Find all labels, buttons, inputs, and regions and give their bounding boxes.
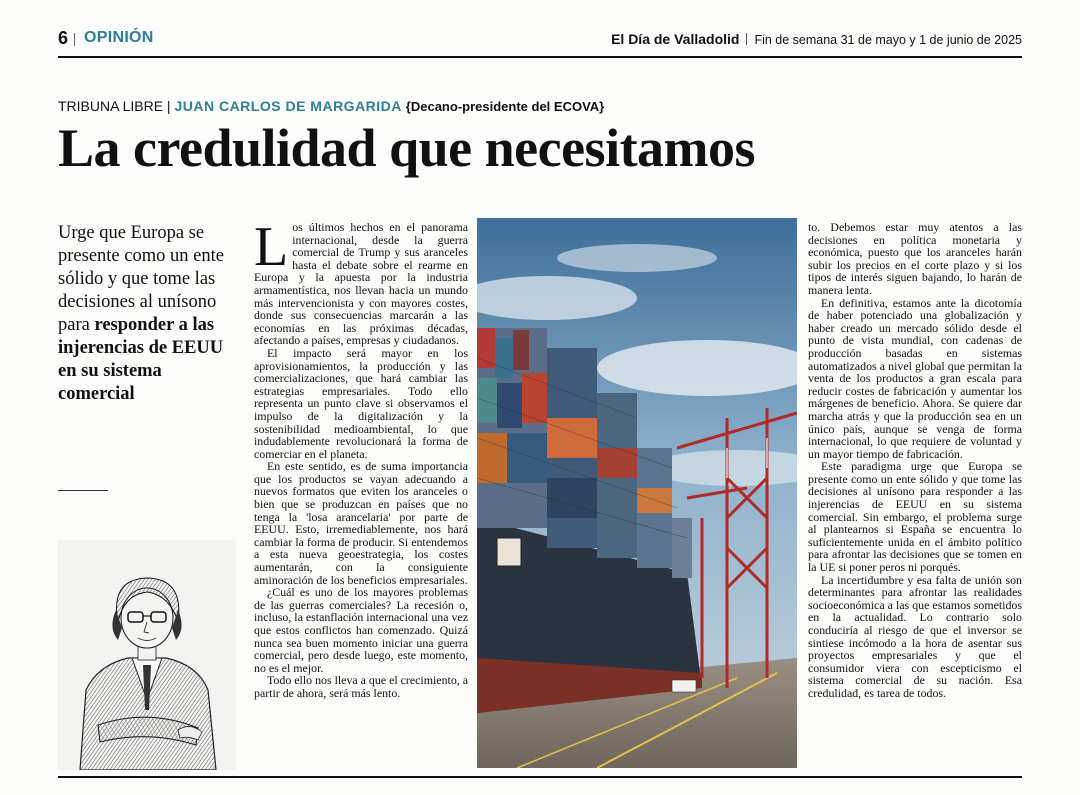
body-paragraph-2: El impacto será mayor en los aprovisionamientos, la producción y las comercializaciones, que hará cambiar las estrategias empresariales. Todo ello representa un punto clave si observamos el impulso de la digitalización y la sostenibilidad medioambiental, lo que indudablemente revolucionará la forma de comerciar en el planeta. [254, 345, 468, 461]
header-divider [74, 33, 75, 46]
body-paragraph-9: La incertidumbre y esa falta de unión son determinantes para afrontar las realidades socioeconómica a las que estamos sometidos en la actualidad. Lo contrario solo conduciría al riesgo de que el inversor se sintiese incómodo a la hora de asentar sus proyectos empresariales y que el consumidor viera con escepticismo el sistema comercial de su nación. Esa credulidad, es tarea de todos. [808, 572, 1022, 700]
body-paragraph-4: ¿Cuál es uno de los mayores problemas de las guerras comerciales? La recesión o, incluso, la estanflación internacional una vez que estos conflictos han comenzado. Quizá nunca sea buen momento iniciar una guerra comercial, pero desde luego, este momento, no es el mejor. [254, 585, 468, 675]
kicker [58, 98, 604, 114]
body-paragraph-8: Este paradigma urge que Europa se presente como un ente sólido y que tome las decisiones al unísono para responder a las injerencias de EEUU en su sistema comercial. Sin embargo, el problema surge al plantearnos si España se encuentra lo suficientemente unida en el ámbito político para afrontar las decisiones que se tomen en la UE si poner peros ni porqués. [808, 459, 1022, 575]
footer-rule [58, 776, 1022, 778]
header-masthead [611, 31, 1022, 49]
section-label: OPINIÓN [84, 29, 154, 46]
standfirst-highlight: responder a las injerencias de EEUU en su sistema comercial [58, 315, 224, 404]
article-column-1 [254, 221, 468, 769]
body-paragraph-7: En definitiva, estamos ante la dicotomía de haber potenciado una globalización y haber creado un mercado sólido desde el punto de vista mundial, con cadenas de producción basadas en sistemas automatizados a nivel global que permitan la venta de los productos a gran escala para reducir costes de fabricación y aumentar los márgenes de beneficio. Ahora. Se quiere dar marcha atrás y que la producción sea en un único país, aunque se venga de forma internacional, lo que requiere de voluntad y un mayor tiempo de fabricación. [808, 295, 1022, 461]
header-rule [58, 56, 1022, 58]
newspaper-name: El Día de Valladolid [611, 31, 740, 47]
body-paragraph-5: Todo ello nos lleva a que el crecimiento, a partir de ahora, será más lento. [254, 673, 468, 700]
body-paragraph-1 [254, 221, 468, 347]
standfirst-text: Urge que Europa se presente como un ente sólido y que tome las decisiones al unísono para [58, 223, 224, 335]
headline: La credulidad que necesitamos [58, 118, 756, 178]
author-name: JUAN CARLOS DE MARGARIDA [174, 98, 402, 114]
standfirst-rule [58, 490, 108, 491]
body-text: os últimos hechos en el panorama internacional, desde la guerra comercial de Trump y sus aranceles hasta el debate sobre el rearme en Europa y la apuesta por la industria armamentística, nos llevan hacia un mundo más intervencionista y con mayores costes, donde sus consecuencias marcarán a las economías en las próximas décadas, afectando a países, empresas y ciudadanos. [254, 221, 468, 348]
container-ship-photo [477, 218, 797, 768]
body-paragraph-3: En este sentido, es de suma importancia que los productos se vayan adecuando a nuevos formatos que eviten los aranceles o bien que se produzcan en países que no tenga la 'losa arancelaria' por parte de EEUU. Esto, irremediablemente, nos hará cambiar la forma de producir. Si entendemos a esta nueva geoestrategia, los costes aumentarán, con la consiguiente aminoración de los beneficios empresariales. [254, 459, 468, 587]
author-role: {Decano-presidente del ECOVA} [405, 99, 605, 114]
issue-date: Fin de semana 31 de mayo y 1 de junio de 2025 [754, 33, 1022, 47]
standfirst [58, 222, 228, 406]
kicker-label: TRIBUNA LIBRE | [58, 98, 171, 114]
body-paragraph-6: to. Debemos estar muy atentos a las decisiones en política monetaria y económica, puesto que los aranceles harán subir los precios en el corte plazo y si los tipos de interés siguen bajando, lo harán de manera lenta. [808, 221, 1022, 297]
article-column-3 [808, 221, 1022, 769]
drop-cap: L [254, 221, 289, 278]
author-portrait [58, 540, 236, 770]
page-number: 6 [58, 28, 69, 48]
masthead-divider [746, 33, 747, 45]
